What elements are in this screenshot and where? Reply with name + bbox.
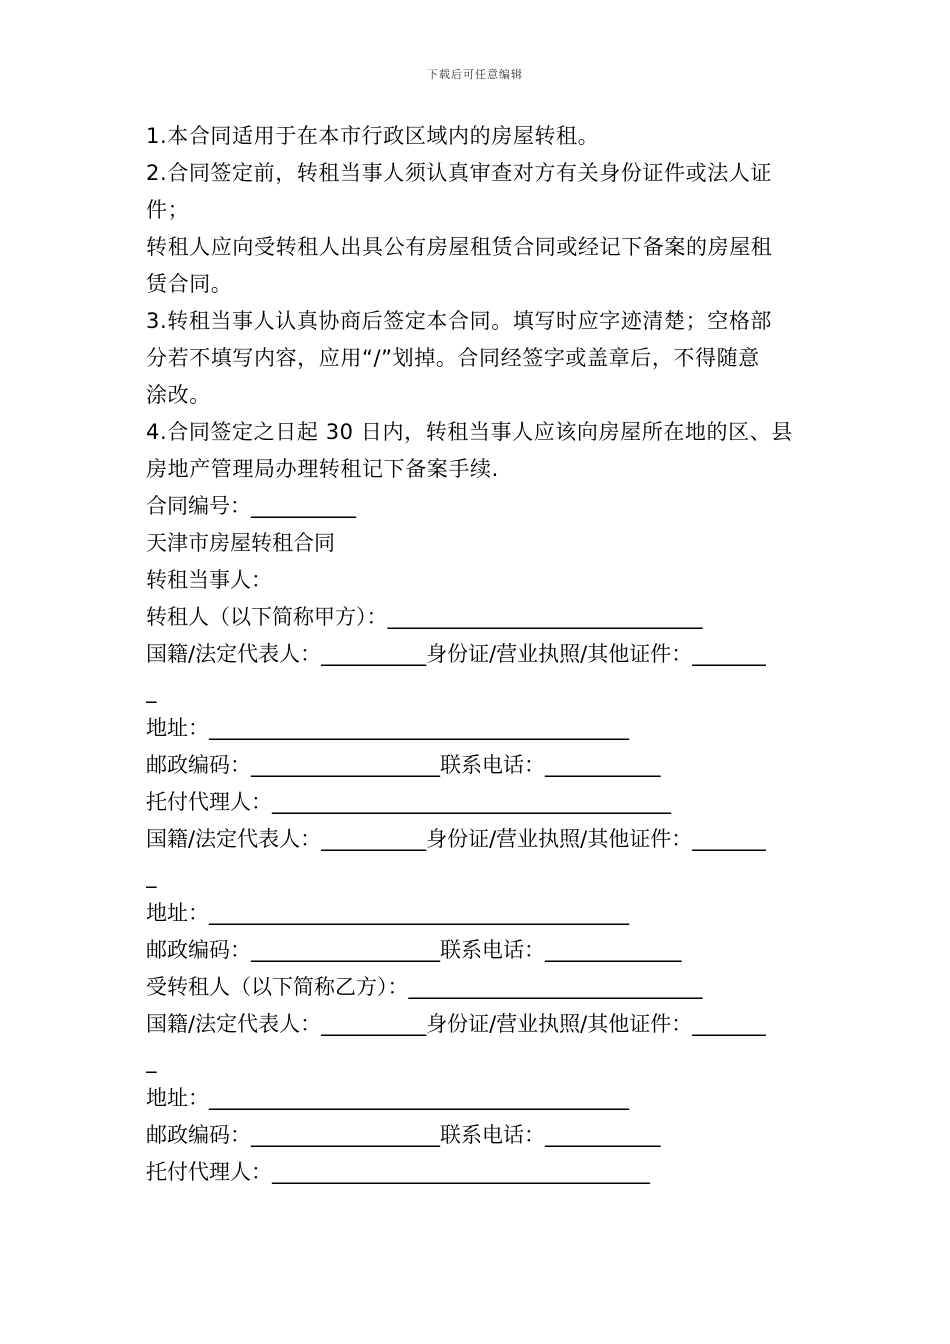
instruction-line: 赁合同。 [146,272,233,296]
instructions-section [146,118,810,488]
instruction-line: 转租人应向受转租人出具公有房屋租赁合同或经记下备案的房屋租 [146,235,773,259]
page-header-note: 下载后可任意编辑 [427,68,523,81]
lessor-field: 转租人（以下简称甲方）：______________________________ [146,605,703,629]
postcode-phone-field: 邮政编码：__________________联系电话：_____________ [146,938,682,962]
nationality-id-field: 国籍/法定代表人：__________身份证/营业执照/其他证件：_______ [146,827,766,851]
agent-field: 托付代理人：______________________________________ [146,790,671,814]
instruction-line: 3.转租当事人认真协商后签定本合同。填写时应字迹清楚；空格部 [146,309,773,333]
nationality-id-field-continued: _ [146,679,157,703]
instruction-line: 涂改。 [146,383,211,407]
instruction-line: 4.合同签定之日起 30 日内，转租当事人应该向房屋所在地的区、县 [146,420,793,444]
nationality-id-field-continued: _ [146,1049,157,1073]
address-field: 地址：________________________________________ [146,1086,629,1110]
postcode-phone-field: 邮政编码：__________________联系电话：___________ [146,1123,661,1147]
document-body [146,118,810,1191]
address-field: 地址：________________________________________ [146,716,629,740]
nationality-id-field: 国籍/法定代表人：__________身份证/营业执照/其他证件：_______ [146,1012,766,1036]
address-field: 地址：________________________________________ [146,901,629,925]
contract-number-field: 合同编号：__________ [146,494,356,518]
instruction-line: 房地产管理局办理转租记下备案手续. [146,457,499,481]
nationality-id-field: 国籍/法定代表人：__________身份证/营业执照/其他证件：_______ [146,642,766,666]
instruction-line: 1.本合同适用于在本市行政区域内的房屋转租。 [146,124,600,148]
postcode-phone-field: 邮政编码：__________________联系电话：___________ [146,753,661,777]
parties-heading: 转租当事人： [146,568,272,592]
lessee-field: 受转租人（以下简称乙方）：____________________________ [146,975,703,999]
agent-field: 托付代理人：____________________________________ [146,1160,650,1184]
nationality-id-field-continued: _ [146,864,157,888]
instruction-line: 分若不填写内容，应用“/”划掉。合同经签字或盖章后，不得随意 [146,346,760,370]
instruction-line: 件； [146,198,190,222]
contract-title: 天津市房屋转租合同 [146,531,335,555]
contract-form-section [146,488,810,1191]
instruction-line: 2.合同签定前，转租当事人须认真审查对方有关身份证件或法人证 [146,161,773,185]
